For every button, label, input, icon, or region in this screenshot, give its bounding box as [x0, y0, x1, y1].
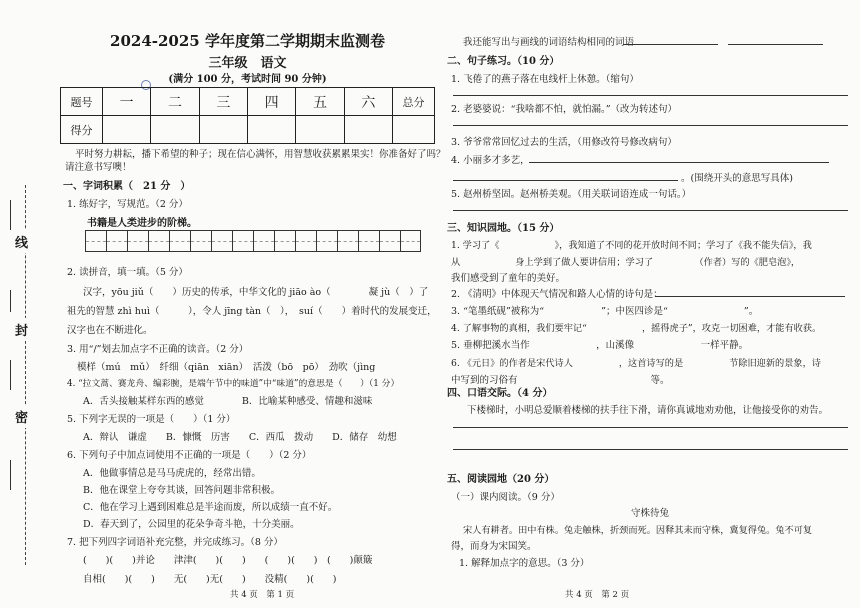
passage-text: 得，而身为宋国笑。 [451, 541, 537, 552]
score-header-cell: 六 [344, 88, 392, 116]
grid-cell[interactable] [337, 230, 358, 252]
exam-title: 2024-2025 学年度第二学期期末监测卷 [110, 32, 385, 50]
question-line: 1. 学习了《 》，我知道了不同的花开放时间不同；学习了《我不能失信》，我 [451, 240, 812, 251]
answer-line[interactable] [453, 210, 848, 211]
question: 5. 下列字无误的一项是（ ）（1 分） [67, 414, 236, 425]
option-line: C．他在学习上遇到困难总是半途而废，所以成绩一直不好。 [83, 502, 338, 513]
question: 1. 练好字，写规范。（2 分） [67, 199, 188, 210]
question: 3. “笔墨纸砚”被称为“ ”；中医四诊是“ ”。 [451, 306, 759, 317]
grid-cell[interactable] [127, 230, 148, 252]
answer-line[interactable] [655, 296, 845, 297]
option-line: D．春天到了，公园里的花朵争奇斗艳，十分美丽。 [83, 519, 300, 530]
grid-cell[interactable] [190, 230, 211, 252]
question-line: 自相( )( ) 无( )无( ) 没精( )( ) [83, 574, 337, 585]
subsection-heading: （一）课内阅读。（9 分） [451, 492, 560, 503]
score-cell[interactable] [247, 116, 295, 144]
question: 5. 垂柳把溪水当作 ，山溪像 一样平静。 [451, 340, 749, 351]
class-field-line[interactable] [10, 290, 11, 312]
grid-cell[interactable] [253, 230, 274, 252]
intro-line: 平时努力耕耘，播下希望的种子；现在信心满怀，用智慧收获累累果实！你准备好了吗？ [75, 149, 446, 160]
question: 1. 飞倦了的燕子落在电线杆上休憩。（缩句） [451, 74, 639, 85]
question-line: 汉字也在不断进化。 [67, 325, 153, 336]
binding-char-xian: 线 [15, 230, 28, 253]
score-cell[interactable] [296, 116, 344, 144]
grid-cell[interactable] [169, 230, 190, 252]
section-heading: 四、口语交际。（4 分） [447, 388, 553, 399]
passage-text: 宋人有耕者。田中有株。兔走触株，折颈而死。因释其耒而守株，冀复得兔。兔不可复 [463, 525, 813, 536]
answer-line[interactable] [453, 427, 848, 428]
answer-line[interactable] [728, 44, 823, 45]
section-heading: 三、知识园地。（15 分） [447, 223, 560, 234]
score-table-score-row [61, 116, 435, 144]
answer-line[interactable] [453, 125, 848, 126]
section-heading: 一、字词积累（ 21 分 ） [63, 181, 191, 192]
score-header-cell: 五 [296, 88, 344, 116]
question-line: 我还能写出与画线的词语结构相同的词语 [463, 37, 635, 48]
question-line: 。(围绕开头的意思写具体) [681, 173, 793, 184]
score-cell[interactable] [344, 116, 392, 144]
passage-title: 守株待兔 [630, 508, 669, 519]
answer-line[interactable] [453, 95, 848, 96]
question: 7. 把下列四字词语补充完整，并完成练习。（8 分） [67, 537, 283, 548]
answer-line[interactable] [453, 180, 678, 181]
score-table [60, 87, 435, 144]
question-line: 中写到的习俗有 等。 [451, 375, 670, 386]
option-line: A．舌头接触某样东西的感觉 B．比喻某种感受、情趣和滋味 [83, 396, 373, 407]
answer-line[interactable] [453, 449, 848, 450]
score-row-label: 得分 [61, 116, 103, 144]
grid-cell[interactable] [400, 230, 421, 252]
binding-char-feng: 封 [15, 318, 28, 341]
school-field-line[interactable] [10, 360, 11, 390]
question: 3. 用“/”划去加点字不正确的读音。（2 分） [67, 344, 249, 355]
page-footer: 共 4 页 第 2 页 [565, 590, 630, 600]
exam-subtitle: 三年级 语文 [208, 56, 287, 71]
question: 3. 爷爷常常回忆过去的生活，（用修改符号修改病句） [451, 137, 677, 148]
score-table-header-row [61, 88, 435, 116]
score-header-cell: 三 [199, 88, 247, 116]
score-header-cell: 总分 [393, 88, 435, 116]
page-footer: 共 4 页 第 1 页 [230, 590, 295, 600]
question: 下楼梯时，小明总爱顺着楼梯的扶手往下滑，请你真诚地劝劝他，让他接受你的劝告。 [467, 405, 829, 416]
question-line: 从 身上学到了做人要讲信用；学习了 （作者）写的《肥皂泡》， [451, 257, 801, 268]
grid-cell[interactable] [211, 230, 232, 252]
grid-cell[interactable] [274, 230, 295, 252]
question: 5. 赵州桥坚固。赵州桥美观。（用关联词语连成一句话。） [451, 189, 692, 200]
grid-cell[interactable] [106, 230, 127, 252]
copy-text: 书籍是人类进步的阶梯。 [87, 218, 197, 229]
grid-cell[interactable] [232, 230, 253, 252]
grid-cell[interactable] [148, 230, 169, 252]
question: 1. 解释加点字的意思。（3 分） [459, 558, 590, 569]
binding-char-mi: 密 [15, 405, 28, 428]
grid-cell[interactable] [316, 230, 337, 252]
question: 4. 了解事物的真相，我们要牢记“ ，摇得虎子”，攻克一切困难，才能有收获。 [451, 323, 822, 334]
question: 2. 老婆婆说：“我啥都不怕，就怕漏。”（改为转述句） [451, 104, 678, 115]
score-cell[interactable] [393, 116, 435, 144]
score-cell[interactable] [151, 116, 199, 144]
intro-line: 请注意书写噢！ [65, 162, 132, 173]
question-line: 模样（mú mǔ） 纤细（qiān xiān） 活泼（bō pō） 劲吹（jìng [77, 362, 376, 373]
binding-margin [0, 0, 48, 608]
option-line: B．他在课堂上夸夸其谈，回答问题非常积极。 [83, 485, 280, 496]
question-line: 祖先的智慧 zhì huì（ ），令人 jīng tàn（ ）， suí（ ）着时代的发展变迁， [67, 306, 437, 317]
score-header-cell: 二 [151, 88, 199, 116]
score-header-cell: 一 [103, 88, 151, 116]
question: 4. 小丽多才多艺， [451, 155, 530, 166]
name-field-line[interactable] [10, 200, 11, 230]
score-cell[interactable] [103, 116, 151, 144]
grid-cell[interactable] [295, 230, 316, 252]
grid-cell[interactable] [358, 230, 379, 252]
score-cell[interactable] [199, 116, 247, 144]
exam-page-2 [445, 0, 855, 608]
exam-note: (满分 100 分，考试时间 90 分钟) [168, 74, 327, 85]
id-field-line[interactable] [10, 460, 11, 490]
answer-line[interactable] [529, 162, 829, 163]
question-line: ( )( )并论 津津( )( ) ( )( ) ( )颠簸 [83, 555, 373, 566]
question: 2. 读拼音，填一填。（5 分） [67, 267, 188, 278]
question-line: 6. 《元日》的作者是宋代诗人 ，这首诗写的是 节除旧迎新的景象，诗 [451, 358, 821, 369]
question-line: 我们感受到了童年的美好。 [451, 273, 566, 284]
writing-grid[interactable] [85, 230, 421, 252]
answer-line[interactable] [623, 44, 718, 45]
score-header-cell: 题号 [61, 88, 103, 116]
section-heading: 二、句子练习。（10 分） [447, 56, 560, 67]
question: 2. 《清明》中体现天气情况和路人心情的诗句是： [451, 289, 663, 300]
grid-cell[interactable] [379, 230, 400, 252]
exam-page-1 [55, 0, 446, 608]
section-heading: 五、阅读园地（20 分） [447, 474, 555, 485]
grid-cell[interactable] [85, 230, 106, 252]
question: 6. 下列句子中加点词使用不正确的一项是（ ）（2 分） [67, 450, 312, 461]
option-line: A．他做事情总是马马虎虎的，经常出错。 [83, 468, 261, 479]
option-line: A．辩认 谦虚 B．慷慨 历害 C．西瓜 拨动 D．储存 幼想 [83, 432, 397, 443]
question-line: 汉字，yōu jiǔ（ ）历史的传承，中华文化的 jiāo ào（ 凝 jù（ ）了 [83, 287, 429, 298]
score-header-cell: 四 [247, 88, 295, 116]
question: 4. “拉文蒿、赛龙舟、编彩腕，是端午节中的味道”中“味道”的意思是（ ）（1 分） [67, 379, 400, 389]
